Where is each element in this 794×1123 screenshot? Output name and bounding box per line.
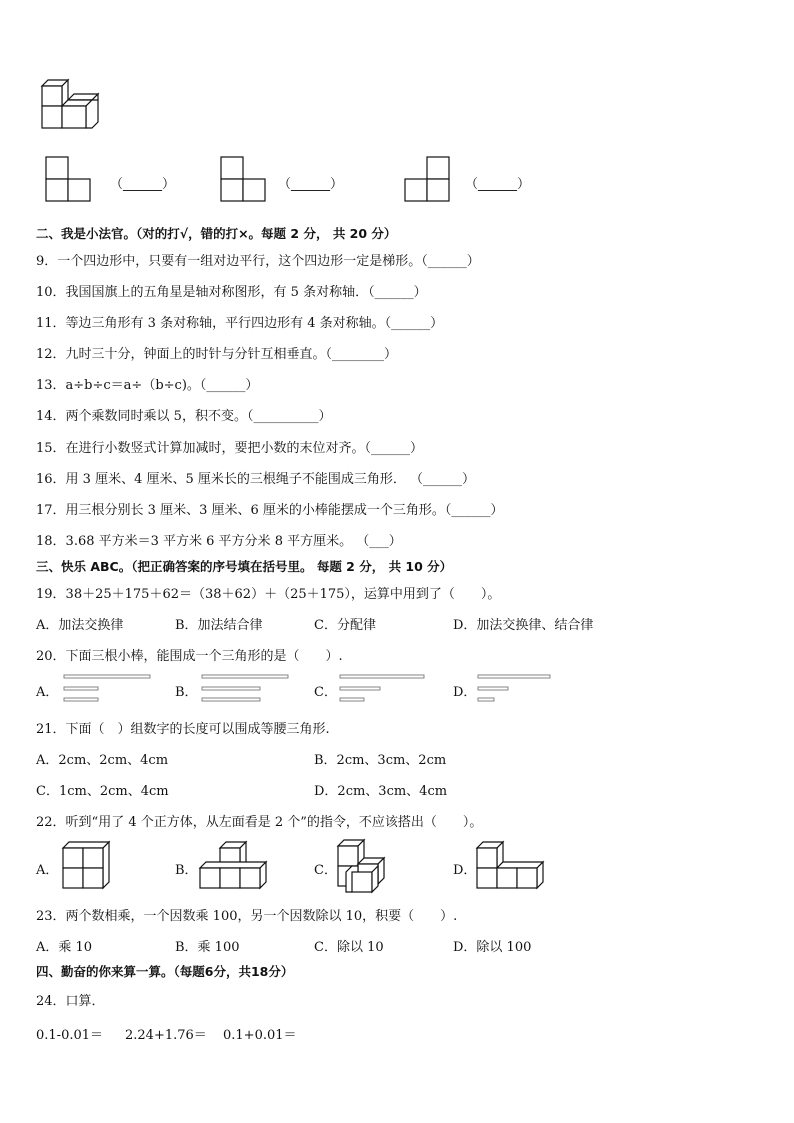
question-9: 9．一个四边形中，只要有一组对边平行，这个四边形一定是梯形。（______） <box>36 254 480 269</box>
q24-item-3[interactable]: 0.1+0.01＝ <box>223 1028 297 1043</box>
view-figure-3 <box>404 156 452 202</box>
q21-option-b[interactable]: B．2cm、3cm、2cm <box>314 753 447 768</box>
q20-option-a[interactable]: A． <box>36 685 59 700</box>
question-11: 11．等边三角形有 3 条对称轴，平行四边形有 4 条对称轴。（______） <box>36 316 444 331</box>
q24-item-2[interactable]: 2.24+1.76＝ <box>125 1028 207 1043</box>
view-answer-1[interactable]: （______） <box>110 177 176 192</box>
view-figure-2 <box>220 156 268 202</box>
q20-option-c[interactable]: C． <box>314 685 337 700</box>
q23-option-d[interactable]: D．除以 100 <box>453 940 532 955</box>
question-19-stem: 19．38＋25＋175＋62＝（38＋62）＋（25＋175），运算中用到了（ ）。 <box>36 587 501 602</box>
q20-sticks-d <box>478 673 568 705</box>
q22-figure-b <box>199 841 269 891</box>
q22-figure-d <box>476 841 546 891</box>
q20-sticks-b <box>202 673 292 705</box>
q22-option-b[interactable]: B． <box>175 863 198 878</box>
question-13: 13．a÷b÷c＝a÷（b÷c)。（______） <box>36 378 259 393</box>
q20-option-b[interactable]: B． <box>175 685 198 700</box>
view-answer-2[interactable]: （______） <box>278 177 344 192</box>
q23-option-c[interactable]: C．除以 10 <box>314 940 384 955</box>
question-14: 14．两个乘数同时乘以 5，积不变。（__________） <box>36 409 332 424</box>
cube-top-left <box>42 80 68 106</box>
q20-option-d[interactable]: D． <box>453 685 477 700</box>
cube-arrangement-figure <box>38 76 104 134</box>
question-18: 18．3.68 平方米＝3 平方米 6 平方分米 8 平方厘米。 （___） <box>36 534 402 549</box>
q19-option-c[interactable]: C．分配律 <box>314 618 376 633</box>
question-22-stem: 22．听到“用了 4 个正方体，从左面看是 2 个”的指令，不应该搭出（ ）。 <box>36 815 483 830</box>
q21-option-a[interactable]: A．2cm、2cm、4cm <box>36 753 169 768</box>
q20-sticks-a <box>64 673 154 705</box>
question-16: 16．用 3 厘米、4 厘米、5 厘米长的三根绳子不能围成三角形． （______） <box>36 472 476 487</box>
question-10: 10．我国国旗上的五角星是轴对称图形，有 5 条对称轴．（______） <box>36 285 427 300</box>
view-answer-3[interactable]: （______） <box>465 177 531 192</box>
section3-title: 三、快乐 ABC。（把正确答案的序号填在括号里。 每题 2 分， 共 10 分） <box>36 559 453 574</box>
q22-figure-a <box>62 841 112 891</box>
question-23-stem: 23．两个数相乘，一个因数乘 100，另一个因数除以 10，积要（ ）. <box>36 909 458 924</box>
q20-sticks-c <box>340 673 430 705</box>
question-21-stem: 21．下面（ ）组数字的长度可以围成等腰三角形. <box>36 722 330 737</box>
q21-option-c[interactable]: C．1cm、2cm、4cm <box>36 784 169 799</box>
section4-title: 四、勤奋的你来算一算。（每题6分，共18分） <box>36 964 294 979</box>
section2-title: 二、我是小法官。（对的打√，错的打×。每题 2 分， 共 20 分） <box>36 226 397 241</box>
q22-option-d[interactable]: D． <box>453 863 477 878</box>
q23-option-b[interactable]: B．乘 100 <box>175 940 240 955</box>
q22-figure-c <box>337 839 387 893</box>
question-15: 15．在进行小数竖式计算加减时，要把小数的末位对齐。（______） <box>36 441 424 456</box>
q23-option-a[interactable]: A．乘 10 <box>36 940 93 955</box>
q22-option-a[interactable]: A． <box>36 863 59 878</box>
q24-item-1[interactable]: 0.1-0.01＝ <box>36 1028 104 1043</box>
question-24-stem: 24．口算． <box>36 994 105 1009</box>
cube-bottom-right <box>62 100 98 128</box>
q22-option-c[interactable]: C． <box>314 863 337 878</box>
question-20-stem: 20．下面三根小棒，能围成一个三角形的是（ ）. <box>36 649 343 664</box>
q19-option-a[interactable]: A．加法交换律 <box>36 618 124 633</box>
view-figure-1 <box>45 156 93 202</box>
q21-option-d[interactable]: D．2cm、3cm、4cm <box>314 784 448 799</box>
q19-option-d[interactable]: D．加法交换律、结合律 <box>453 618 594 633</box>
question-17: 17．用三根分别长 3 厘米、3 厘米、6 厘米的小棒能摆成一个三角形。（______） <box>36 503 504 518</box>
cube-bottom-left <box>42 106 62 128</box>
question-12: 12．九时三十分，钟面上的时针与分针互相垂直。（________） <box>36 347 398 362</box>
q19-option-b[interactable]: B．加法结合律 <box>175 618 263 633</box>
